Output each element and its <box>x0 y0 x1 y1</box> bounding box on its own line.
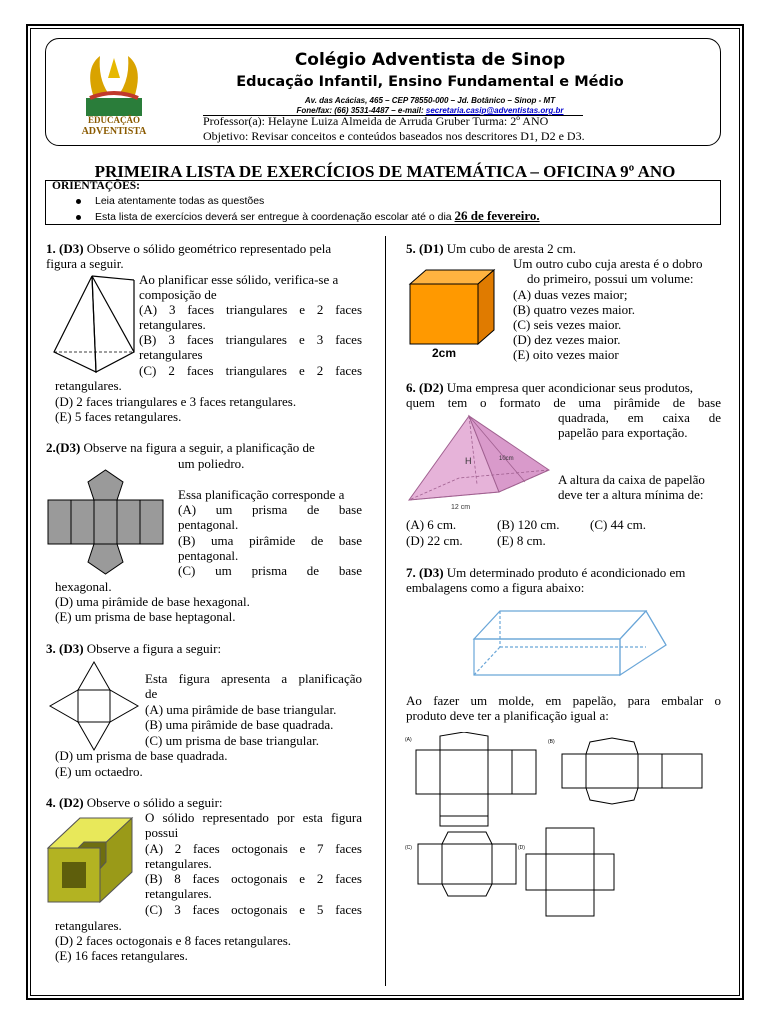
school-address: Av. das Acácias, 465 – CEP 78550-000 – Jd. Botânico – Sinop - MT <box>304 96 556 105</box>
q3-option-d: (D) um prisma de base quadrada. <box>55 748 228 763</box>
bullet-icon <box>76 199 81 204</box>
q6-prompt <box>406 380 721 395</box>
q4-option-e: (E) 16 faces retangulares. <box>55 948 188 963</box>
orientation-text-2: Esta lista de exercícios deverá ser entregue à coordenação escolar até o dia <box>95 211 455 223</box>
q6-option-b: (B) 120 cm. <box>497 517 560 532</box>
q3-line1: Observe a figura a seguir: <box>83 641 222 656</box>
square-pyramid-figure <box>405 412 555 510</box>
q5-option-b: (B) quatro vezes maior. <box>513 302 636 317</box>
q6-option-d: (D) 22 cm. <box>406 533 463 548</box>
pyramid-slant-label: 10cm <box>499 456 514 462</box>
q5-line1: Um cubo de aresta 2 cm. <box>443 241 577 256</box>
triangular-box-figure <box>470 605 670 677</box>
q3-intro-1: Esta figura apresenta a planificação <box>145 671 362 686</box>
q2-option-a-cont: pentagonal. <box>178 517 239 532</box>
q6-option-e: (E) 8 cm. <box>497 533 546 548</box>
q5-option-c: (C) seis vezes maior. <box>513 317 622 332</box>
q5-line2: Um outro cubo cuja aresta é o dobro <box>513 256 703 271</box>
q7-option-d-label: (D) <box>518 845 525 851</box>
q2-prompt <box>46 440 362 455</box>
q5-number: 5. (D1) <box>406 241 444 256</box>
orientation-text-1: Leia atentamente todas as questões <box>95 195 265 207</box>
q2-option-a: (A) um prisma de base <box>178 502 362 517</box>
q7-option-c-label: (C) <box>405 845 412 851</box>
contact-email[interactable]: secretaria.casip@adventistas.org.br <box>425 106 564 115</box>
q6-option-c: (C) 44 cm. <box>590 517 646 532</box>
orange-cube-figure <box>406 266 498 358</box>
q5-option-d: (D) dez vezes maior. <box>513 332 621 347</box>
school-logo <box>64 48 164 140</box>
q4-option-a-cont: retangulares. <box>145 856 212 871</box>
q5-prompt <box>406 241 576 256</box>
q4-option-d: (D) 2 faces octogonais e 8 faces retangulares. <box>55 933 292 948</box>
q6-option-a: (A) 6 cm. <box>406 517 457 532</box>
q1-line2: figura a seguir. <box>46 256 124 271</box>
q7-line2: embalagens como a figura abaixo: <box>406 580 585 595</box>
school-name: Colégio Adventista de Sinop <box>294 50 566 70</box>
q1-option-c-cont: retangulares. <box>55 378 122 393</box>
q1-option-b: (B) 3 faces triangulares e 3 faces <box>139 332 362 347</box>
octagonal-prism-solid-figure <box>44 812 140 908</box>
q3-option-e: (E) um octaedro. <box>55 764 143 779</box>
q1-option-e: (E) 5 faces retangulares. <box>55 409 182 424</box>
triangular-prism-figure <box>48 272 138 376</box>
q2-line1: Observe na figura a seguir, a planificação de <box>80 440 315 455</box>
q4-option-a: (A) 2 faces octogonais e 7 faces <box>145 841 362 856</box>
q3-option-b: (B) uma pirâmide de base quadrada. <box>145 717 334 732</box>
q1-prompt <box>46 241 362 256</box>
orientations-heading: ORIENTAÇÕES: <box>52 180 140 192</box>
q6-number: 6. (D2) <box>406 380 444 395</box>
q2-option-c-cont: hexagonal. <box>55 579 112 594</box>
q2-number: 2.(D3) <box>46 440 81 455</box>
q4-intro-2: possui <box>145 825 179 840</box>
q7-text-1: Ao fazer um molde, em papelão, para embalar o <box>406 693 721 708</box>
due-date: 26 de fevereiro. <box>454 208 540 223</box>
q4-option-b-cont: retangulares. <box>145 886 212 901</box>
q7-number: 7. (D3) <box>406 565 444 580</box>
teacher-line: Professor(a): Helayne Luiza Almeida de Arruda Gruber Turma: 2º ANO <box>203 114 549 128</box>
school-subtitle: Educação Infantil, Ensino Fundamental e Médio <box>236 74 624 90</box>
q1-intro-1: Ao planificar esse sólido, verifica-se a <box>139 272 339 287</box>
q4-intro-1: O sólido representado por esta figura <box>145 810 362 825</box>
q3-option-c: (C) um prisma de base triangular. <box>145 733 320 748</box>
objective-line: Objetivo: Revisar conceitos e conteúdos baseados nos descritores D1, D2 e D3. <box>203 129 585 143</box>
page-title: PRIMEIRA LISTA DE EXERCÍCIOS DE MATEMÁTICA – OFICINA 9º ANO <box>94 162 676 181</box>
q1-option-a-cont: retangulares. <box>139 317 206 332</box>
q4-prompt <box>46 795 223 810</box>
q1-line1: Observe o sólido geométrico representado pela <box>83 241 332 256</box>
q3-prompt <box>46 641 221 656</box>
q4-option-c-cont: retangulares. <box>55 918 122 933</box>
q5-option-e: (E) oito vezes maior <box>513 347 619 362</box>
q7-text-2: produto deve ter a planificação igual a: <box>406 708 609 723</box>
q4-option-b: (B) 8 faces octogonais e 2 faces <box>145 871 362 886</box>
q7-option-b-label: (B) <box>548 739 555 745</box>
q1-intro-2: composição de <box>139 287 217 302</box>
q2-option-c: (C) um prisma de base <box>178 563 362 578</box>
orientation-item-1 <box>76 195 264 207</box>
q6-text-2: deve ter a altura mínima de: <box>558 487 704 502</box>
q5-line3: do primeiro, possui um volume: <box>527 271 694 286</box>
q2-intro: Essa planificação corresponde a <box>178 487 345 502</box>
q2-line2: um poliedro. <box>178 456 245 471</box>
q1-option-a: (A) 3 faces triangulares e 2 faces <box>139 302 362 317</box>
q1-option-d: (D) 2 faces triangulares e 3 faces retangulares. <box>55 394 297 409</box>
pentagonal-prism-net-figure <box>46 468 176 578</box>
logo-text-1: EDUCAÇÃO <box>87 115 141 125</box>
q4-option-c: (C) 3 faces octogonais e 5 faces <box>145 902 362 917</box>
q3-number: 3. (D3) <box>46 641 84 656</box>
q7-prompt <box>406 565 721 580</box>
q2-option-e: (E) um prisma de base heptagonal. <box>55 609 236 624</box>
logo-text-2: ADVENTISTA <box>81 126 147 137</box>
square-pyramid-net-figure <box>48 660 140 752</box>
q7-line1: Um determinado produto é acondicionado em <box>443 565 686 580</box>
q6-line3: quadrada, em caixa de <box>558 410 721 425</box>
q5-option-a: (A) duas vezes maior; <box>513 287 628 302</box>
contact-phone: Fone/fax: (66) 3531-4487 – e-mail: <box>296 106 426 115</box>
q6-text-1: A altura da caixa de papelão <box>558 472 705 487</box>
q3-intro-2: de <box>145 686 158 701</box>
q1-option-b-cont: retangulares <box>139 347 203 362</box>
q2-option-d: (D) uma pirâmide de base hexagonal. <box>55 594 250 609</box>
q7-option-a-label: (A) <box>405 737 412 743</box>
pyramid-base-label: 12 cm <box>451 504 471 510</box>
q1-option-c: (C) 2 faces triangulares e 2 faces <box>139 363 362 378</box>
column-divider <box>385 236 386 986</box>
q6-line2: quem tem o formato de uma pirâmide de base <box>406 395 721 410</box>
pyramid-height-label: H <box>465 456 472 466</box>
orientation-item-2 <box>76 208 540 224</box>
q4-number: 4. (D2) <box>46 795 84 810</box>
q1-number: 1. (D3) <box>46 241 84 256</box>
q3-option-a: (A) uma pirâmide de base triangular. <box>145 702 337 717</box>
cube-edge-label: 2cm <box>431 346 457 358</box>
q7-options-figure <box>402 732 722 932</box>
q4-line1: Observe o sólido a seguir: <box>83 795 223 810</box>
q2-option-b: (B) uma pirâmide de base <box>178 533 362 548</box>
q2-option-b-cont: pentagonal. <box>178 548 239 563</box>
q6-line1: Uma empresa quer acondicionar seus produtos, <box>443 380 693 395</box>
q6-line4: papelão para exportação. <box>558 425 688 440</box>
bullet-icon <box>76 215 81 220</box>
